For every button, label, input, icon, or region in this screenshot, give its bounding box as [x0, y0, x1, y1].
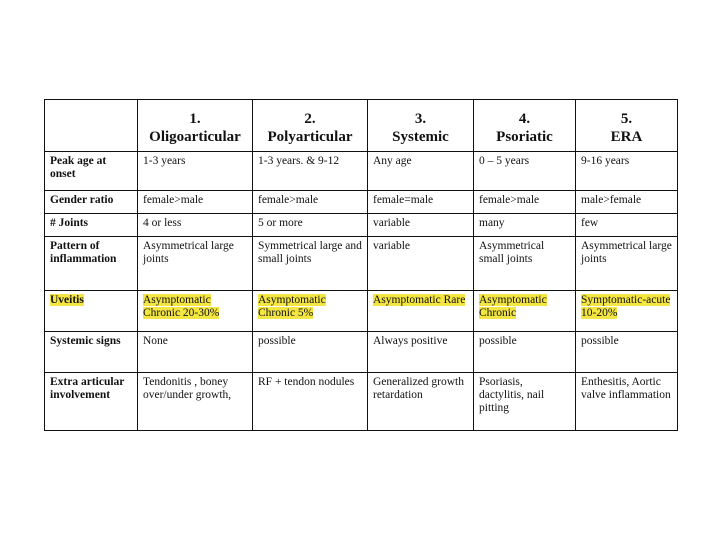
row-label: [45, 291, 138, 332]
table-cell: female>male: [253, 191, 368, 214]
highlighted-text: Asymptomatic Chronic 20-30%: [143, 294, 220, 319]
row-label: Extra articular involvement: [45, 373, 138, 431]
table-cell: Always positive: [368, 332, 474, 373]
highlighted-text: Asymptomatic Chronic: [479, 294, 547, 319]
table-cell: Asymmetrical large joints: [138, 237, 253, 291]
header-row: [45, 100, 678, 152]
highlighted-text: Uveitis: [50, 294, 84, 306]
table-cell: possible: [253, 332, 368, 373]
table-cell: many: [474, 214, 576, 237]
table-row: [45, 373, 678, 431]
table-cell: 0 – 5 years: [474, 152, 576, 191]
table-cell: [474, 291, 576, 332]
table-cell: [253, 291, 368, 332]
header-oligoarticular: 1. Oligoarticular: [138, 100, 253, 152]
table-cell: 1-3 years: [138, 152, 253, 191]
table-cell: variable: [368, 214, 474, 237]
table-row: [45, 332, 678, 373]
row-label: # Joints: [45, 214, 138, 237]
table-row: [45, 214, 678, 237]
table-row: [45, 191, 678, 214]
table-row: [45, 237, 678, 291]
header-era: 5. ERA: [576, 100, 678, 152]
table-cell: 9-16 years: [576, 152, 678, 191]
highlighted-text: Asymptomatic Chronic 5%: [258, 294, 326, 319]
table-cell: Symmetrical large and small joints: [253, 237, 368, 291]
table-cell: 5 or more: [253, 214, 368, 237]
row-label: Pattern of inflammation: [45, 237, 138, 291]
table-cell: [576, 291, 678, 332]
table-cell: possible: [474, 332, 576, 373]
table-cell: variable: [368, 237, 474, 291]
header-psoriatic: 4. Psoriatic: [474, 100, 576, 152]
table-cell: female=male: [368, 191, 474, 214]
highlighted-text: Symptomatic-acute 10-20%: [581, 294, 671, 319]
table-cell: few: [576, 214, 678, 237]
table-row-uveitis: [45, 291, 678, 332]
row-label: Gender ratio: [45, 191, 138, 214]
header-corner: [45, 100, 138, 152]
table-cell: possible: [576, 332, 678, 373]
table-cell: RF + tendon nodules: [253, 373, 368, 431]
table-cell: female>male: [138, 191, 253, 214]
highlighted-text: Asymptomatic Rare: [373, 294, 466, 306]
table-cell: [368, 291, 474, 332]
table-cell: male>female: [576, 191, 678, 214]
table-cell: Psoriasis, dactylitis, nail pitting: [474, 373, 576, 431]
table-cell: 4 or less: [138, 214, 253, 237]
table-cell: Asymmetrical small joints: [474, 237, 576, 291]
row-label: Peak age at onset: [45, 152, 138, 191]
header-systemic: 3. Systemic: [368, 100, 474, 152]
table-cell: female>male: [474, 191, 576, 214]
table-cell: Enthesitis, Aortic valve inflammation: [576, 373, 678, 431]
table-cell: None: [138, 332, 253, 373]
table-cell: [138, 291, 253, 332]
table-cell: Any age: [368, 152, 474, 191]
jia-subtypes-table: [44, 99, 678, 431]
table-cell: Asymmetrical large joints: [576, 237, 678, 291]
table-cell: Generalized growth retardation: [368, 373, 474, 431]
table-row: [45, 152, 678, 191]
header-polyarticular: 2. Polyarticular: [253, 100, 368, 152]
table-cell: Tendonitis , boney over/under growth,: [138, 373, 253, 431]
row-label: Systemic signs: [45, 332, 138, 373]
table-cell: 1-3 years. & 9-12: [253, 152, 368, 191]
